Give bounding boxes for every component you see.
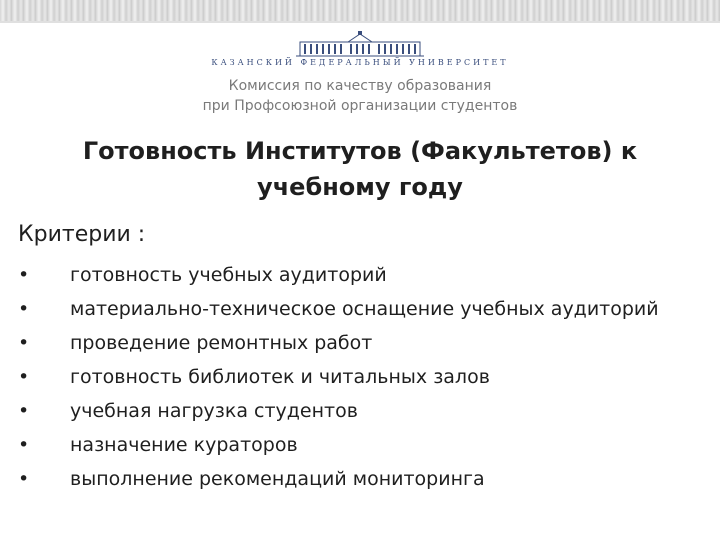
list-item-text: выполнение рекомендаций мониторинга [70,468,485,490]
commission-text [120,76,600,116]
top-band-divider [0,21,720,23]
bullet-icon: • [18,434,30,456]
list-item [18,326,708,360]
list-item-text: учебная нагрузка студентов [70,400,358,422]
list-item-text: материально-техническое оснащение учебных аудиторий [70,298,659,320]
list-item-text: проведение ремонтных работ [70,332,373,354]
bullet-icon: • [18,332,30,354]
list-item-text: готовность библиотек и читальных залов [70,366,490,388]
university-name: КАЗАНСКИЙ ФЕДЕРАЛЬНЫЙ УНИВЕРСИТЕТ [211,58,509,67]
bullet-icon: • [18,400,30,422]
slide-title: Готовность Институтов (Факультетов) к учебному году [82,137,638,201]
criteria-label: Критерии : [18,222,146,247]
list-item [18,428,708,462]
list-item-text: готовность учебных аудиторий [70,264,387,286]
list-item [18,462,708,496]
commission-line-1: Комиссия по качеству образования [228,78,492,94]
bullet-icon: • [18,366,30,388]
bullet-icon: • [18,298,30,320]
list-item [18,258,708,292]
list-item-text: назначение кураторов [70,434,298,456]
list-item [18,394,708,428]
commission-line-2: при Профсоюзной организации студентов [202,98,518,114]
university-building-icon [296,30,424,58]
list-item [18,292,708,326]
bullet-icon: • [18,264,30,286]
list-item [18,360,708,394]
bullet-icon: • [18,468,30,490]
decorative-top-band [0,0,720,22]
criteria-list [18,258,708,496]
